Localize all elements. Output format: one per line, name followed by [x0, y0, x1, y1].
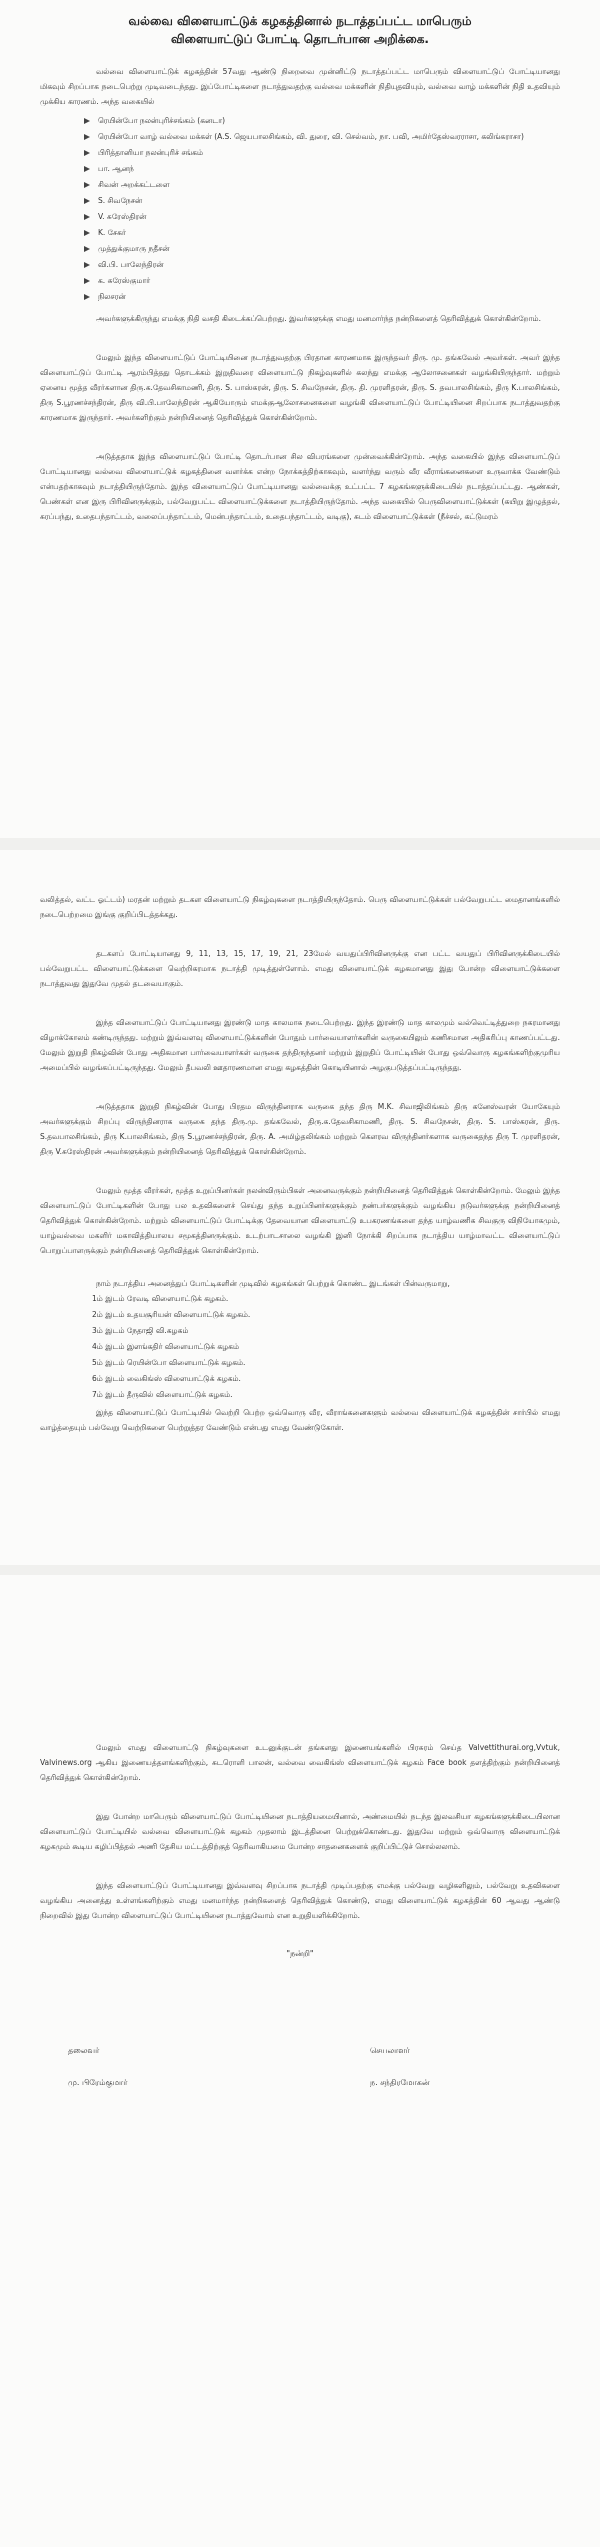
- volunteers-paragraph: மேலும் மூத்த வீரர்கள், மூத்த உறுப்பினர்கள் நலன்விரும்பிகள் அனைவருக்கும் நன்றியினைத் தெரிவித்துக் கொள்கின்றோம். மேலும் இந்த விளையாட்டுப் போட்டிகளின் போது பல உதவிகளைச் செய்து தந்த உறுப்பினர்களுக்கும் நண்பர்களுக்கும் வழங்கிய நடுவர்களுக்கு நன்றியினைத் தெரிவித்துக் கொள்கின்றோம். மற்றும் விளையாட்டுப் போட்டிக்கு தேவையான விளையாட்டு உபகரணங்களை தந்த யாழ்வணிக சிவகுரு விநியோகமும், யாழ்வல்வை மகளிர் மகாவித்தியாலய சமூகத்தினருக்கும். உடற்பாடசாலை வழங்கி இனி நோக்கி சிறப்பாக நடாத்திய யாழ்மாவட்ட விளையாட்டுப் பொறுப்பாளருக்கும் நன்றியினைத் தெரிவித்துக் கொள்கின்றோம்.: [40, 1186, 560, 1255]
- sponsor-label: நிலசரன்: [98, 292, 126, 301]
- list-item: [98, 257, 560, 273]
- bullet-icon: [84, 262, 90, 268]
- president-name: மு. பிரேம்குமார்: [68, 2078, 128, 2087]
- bullet-icon: [84, 182, 90, 188]
- sponsor-label: S. சிவநேசன்: [98, 196, 143, 205]
- bullet-icon: [84, 278, 90, 284]
- support-paragraph: மேலும் இந்த விளையாட்டுப் போட்டியினை நடாத்துவதற்கு பிரதான காரணமாக இருந்தவர் திரு. மு. தங்கவேல் அவர்கள். அவர் இந்த விளையாட்டுப் போட்டி ஆரம்பித்தது தொடக்கம் இறுதிவரை விளையாட்டு நிகழ்வுகளில் கலந்து எமக்கு ஆலோசனைகள் வழங்கியிருந்தார். மற்றும் ஏனைய மூத்த வீரர்களான திரு.க.தேவசிகாமணி, திரு. S. பாஸ்கரன், திரு. S. சிவநேசன், திரு. தி. முரளிதரன், திரு. S. தவபாலசிங்கம், திரு K.பாலசிங்கம், திரு S.பூரணச்சந்திரன், திரு வி.பி.பாலேந்திரன் ஆகியோரும் எமக்குஆலோசனைகளை வழங்கி விளையாட்டுப் போட்டியினை சிறப்பாக நடாத்துவதற்கு காரணமாக இருந்தார். அவர்களிற்கும் நன்றியினைத் தெரிவித்துக் கொள்கின்றோம்.: [40, 353, 560, 422]
- congratulations-paragraph: இந்த விளையாட்டுப் போட்டியில் வெற்றி பெற்ற ஒவ்வொரு வீர, வீராங்கனைகளும் வல்வை விளையாட்டுக் கழகத்தின் சார்பில் எமது வாழ்த்தையும் பல்வேறு வெற்றிகளை பெற்றுத்தர வேண்டும் என்பது எமது வேண்டுகோள்.: [40, 1408, 560, 1432]
- bullet-icon: [84, 246, 90, 252]
- intro-paragraph: வல்வை விளையாட்டுக் கழகத்தின் 57வது ஆண்டு நிறைவை முன்னிட்டு நடாத்தப்பட்ட மாபெரும் விளையாட்டுப் போட்டியானது மிகவும் சிறப்பாக நடைபெற்று முடிவடைந்தது. இப்போட்டிகளை நடாத்துவதற்கு வல்வை மக்களின் நிதியுதவியும், வல்வை வாழ் மக்களின் நிதி உதவியும் முக்கிய காரணம். அந்த வகையில்: [40, 67, 560, 106]
- list-item: [98, 225, 560, 241]
- bullet-icon: [84, 294, 90, 300]
- list-item: 3ம் இடம் நேதாஜி வி.கழகம்: [92, 1326, 189, 1335]
- secretary-name: ந. சந்திரமோகன்: [370, 2078, 430, 2087]
- report-title-line2: விளையாட்டுப் போட்டி தொடர்பான அறிக்கை.: [171, 32, 429, 46]
- list-item: [98, 209, 560, 225]
- list-item: 4ம் இடம் இளங்கதிர் விளையாட்டுக் கழகம்: [92, 1342, 240, 1351]
- secretary-signature-block: [370, 2043, 430, 2091]
- list-item: [98, 161, 560, 177]
- list-item: [98, 129, 560, 145]
- awards-intro: நாம் நடாத்திய அனைத்துப் போட்டிகளின் முடிவில் கழகங்கள் பெற்றுக் கொண்ட இடங்கள் பின்வருமாறு,: [96, 1279, 450, 1288]
- bullet-icon: [84, 118, 90, 124]
- president-title: தலைவர்: [68, 2046, 100, 2055]
- list-item: 1ம் இடம் ரேவடி விளையாட்டுக் கழகம்.: [92, 1294, 229, 1303]
- events-paragraph: அடுத்ததாக இந்த விளையாட்டுப் போட்டி தொடர்பான சில விபரங்களை முன்வைக்கின்றோம். அந்த வகையில் இந்த விளையாட்டுப் போட்டியானது வல்வை விளையாட்டுக் கழகத்தினை வளர்க்க என்ற நோக்கத்திற்காகவும், வளர்ந்து வரும் வீர வீராங்கனைகளை உருவாக்க வேண்டும் என்பதற்காகவும் நடாத்தியிருந்தோம். இந்த விளையாட்டுப் போட்டியானது வல்வைக்கு உட்பட்ட 7 கழகங்களுக்கிடையில் நடாத்தப்பட்டது. ஆண்கள், பெண்கள் என இரு பிரிவினருக்கும், பல்வேறுபட்ட விளையாட்டுக்களை நடாத்தியிருந்தோம். அந்த வகையில் பெருவிளையாட்டுக்கள் (கயிறு இழுத்தல், சுரப்பந்து, உதைபந்தாட்டம், வலைப்பந்தாட்டம், மென்பந்தாட்டம், உதைபந்தாட்டம், வடிகு), சுடம் விளையாட்டுக்கள் (நீச்சல், கட்டுமரம்: [40, 452, 560, 521]
- bullet-icon: [84, 198, 90, 204]
- secretary-title: செயலாளர்: [370, 2046, 410, 2055]
- president-signature-block: [68, 2043, 127, 2091]
- sponsor-label: வி.பி. பாலேந்திரன்: [98, 260, 164, 269]
- list-item: 7ம் இடம் தீருவில் விளையாட்டுக் கழகம்.: [92, 1390, 233, 1399]
- sponsor-label: க. சுரேஸ்குமார்: [98, 276, 151, 285]
- page-gap: [0, 1565, 600, 1575]
- list-item: [98, 273, 560, 289]
- sponsor-label: ரெயின்போ நலன்புரிச்சங்கம் (கனடா): [98, 116, 226, 125]
- list-item: [98, 241, 560, 257]
- report-title-line1: வல்வை விளையாட்டுக் கழகத்தினால் நடாத்தப்பட்ட மாபெரும்: [128, 14, 472, 28]
- bullet-icon: [84, 230, 90, 236]
- list-item: [98, 193, 560, 209]
- list-item: 6ம் இடம் வைகிங்ஸ் விளையாட்டுக் கழகம்.: [92, 1374, 241, 1383]
- page-2: [0, 850, 600, 1565]
- closing-paragraph: இந்த விளையாட்டுப் போட்டியானது இவ்வளவு சிறப்பாக நடாத்தி முடிப்பதற்கு எமக்கு பல்வேறு வழிகளிலும், பல்வேறு உதவிகளை வழங்கிய அனைத்து உள்ளங்களிற்கும் எமது மனமார்ந்த நன்றிகளைத் தெரிவித்துக் கொண்டு, எமது விளையாட்டுக் கழகத்தின் 60 ஆவது ஆண்டு நிறைவில் இது போன்ற விளையாட்டுப் போட்டியினை நடாத்துவோம் என உறுதியளிக்கிறோம்.: [40, 1881, 560, 1920]
- sponsor-list: [40, 113, 560, 305]
- list-item: 2ம் இடம் உதயசூரியன் விளையாட்டுக் கழகம்.: [92, 1310, 251, 1319]
- duration-paragraph: இந்த விளையாட்டுப் போட்டியானது இரண்டு மாத காலமாக நடைபெற்றது. இந்த இரண்டு மாத காலமும் வல்வெட்டித்துறை நகரமானது விழாக்கோலம் கண்டிருந்தது. மற்றும் இவ்வளவு விளையாட்டுக்களின் போதும் பார்வையாளர்களின் வருகையிலும் கணிசமான அதிகரிப்பு காணப்பட்டது. மேலும் இறுதி நிகழ்வின் போது அதிகமான பார்வையாளர்கள் வருகை தந்திருந்தனர் மற்றும் இறுதிப் போட்டியின் போது ஒவ்வொரு கழகங்களிற்குமுரிய அமைப்பில் வழங்கப்பட்டிருந்தது. மேலும் தீபவலி ஊதாரணமான எமது கழகத்தின் கொடியினால் அழகுபடுத்தப்பட்டிருந்தது.: [40, 1018, 560, 1072]
- list-item: [98, 145, 560, 161]
- bullet-icon: [84, 150, 90, 156]
- sponsor-thanks-paragraph: அவர்களுக்கிருந்து எமக்கு நிதி வசதி கிடைக்கப்பெற்றது. இவர்களுக்கு எமது மனமார்ந்த நன்றிகளைத் தெரிவித்துக் கொள்கின்றோம்.: [96, 314, 541, 323]
- page-3: [0, 1575, 600, 2547]
- guests-paragraph: அடுத்ததாக இறுதி நிகழ்வின் போது பிரதம விருந்தினராக வருகை தந்த திரு M.K. சிவாஜிலிங்கம் திரு கனேஸ்வரன் யோகேயும் அவர்களுக்கும் சிறப்பு விருந்தினராக வருகை தந்த திரு.மு. தங்கவேல், திரு.க.தேவசிகாமணி, திரு. S. சிவநேசன், திரு. S. பாஸ்கரன், திரு. S.தவபாலசிங்கம், திரு K.பாலசிங்கம், திரு S.பூரணச்சந்திரன், திரு. A. அமிழ்தலிங்கம் மற்றும் கௌரவ விருந்தினர்களாக வருகைதந்த திரு T. முரளிதரன், திரு V.சுரேஸ்திரன் அவர்களுக்கும் நன்றியினைத் தெரிவித்துக் கொள்கின்றோம்.: [40, 1102, 560, 1156]
- sponsor-label: K. சேகர்: [98, 228, 126, 237]
- media-thanks-paragraph: மேலும் எமது விளையாட்டு நிகழ்வுகளை உடனுக்குடன் தங்களது இணையங்களில் பிரசுரம் செய்த Valvettithurai.org,Vvtuk, Valvinews.org ஆகிய இணையத்தளங்களிற்கும், சுடரொளி பாலன், வல்வை வைகிங்ஸ் விளையாட்டுக் கழகம் Face book தளத்திற்கும் நன்றியினைத் தெரிவித்துக் கொள்கின்றோம்.: [40, 1743, 560, 1782]
- achievements-paragraph: இது போன்ற மாபெரும் விளையாட்டுப் போட்டியினை நடாத்தியமையினால், அண்மையில் நடந்த இலவசியா கழகங்களுக்கிடையிலான விளையாட்டுப் போட்டியில் வல்வை விளையாட்டுக் கழகம் முதலாம் இடத்தினை பெற்றுக்கொண்டது. இதுவே மற்றும் ஒவ்வொரு விளையாட்டுக் கழகமும் கூடிய கழிப்பித்தல் அணி தேசிய மட்டத்திற்குத் தெரிவாகியமை போன்ற சாதனைகளைக் குறிப்பிட்டுச் சொல்லலாம்.: [40, 1812, 560, 1851]
- list-item: 5ம் இடம் ரெயின்போ விளையாட்டுக் கழகம்.: [92, 1358, 246, 1367]
- sponsor-label: V. சுரேஸ்திரன்: [98, 212, 147, 221]
- events-continued-paragraph: வலித்தல், வட்ட ஓட்டம்) மரதன் மற்றும் தடகள விளையாட்டு நிகழ்வுகளை நடாத்தியிருந்தோம். பெரு விளையாட்டுக்கள் பல்வேறுபட்ட மைதானங்களில் நடைபெற்றமை இங்கு குறிப்பிடத்தக்கது.: [40, 895, 560, 919]
- thanks-word: "நன்றி": [286, 1949, 314, 1958]
- list-item: [98, 177, 560, 193]
- bullet-icon: [84, 134, 90, 140]
- list-item: [98, 113, 560, 129]
- sponsor-label: சிவன் அறக்கட்டளை: [98, 180, 170, 189]
- awards-list: [40, 1291, 560, 1403]
- sponsor-label: ரெயின்போ வாழ் வல்வை மக்கள் (A.S. ஜெயபாலசிங்கம், வி. துரை, வி. செல்வம், நா. பவி, அமிர்தேஸ்வரராசா, கலிங்கராசா): [98, 132, 524, 141]
- athletics-paragraph: தடகளப் போட்டியானது 9, 11, 13, 15, 17, 19, 21, 23மேல் வயதுப்பிரிவினருக்கு என பட்ட வயதுப் பிரிவினருக்கிடையில் பல்வேறுபட்ட விளையாட்டுக்களை வெற்றிகரமாக நடாத்தி முடித்துள்ளோம். எமது விளையாட்டுக் கழகமானது இது போன்ற விளையாட்டுக்களை நடாத்துவது இதுவே முதல் தடவையாகும்.: [40, 949, 560, 988]
- sponsor-label: பா. ஆனந்: [98, 164, 134, 173]
- sponsor-label: முத்துக்குமாரு நதீசன்: [98, 244, 170, 253]
- sponsor-label: பிரித்தானியா நலன்புரிச் சங்கம்: [98, 148, 204, 157]
- list-item: [98, 289, 560, 305]
- page-gap: [0, 838, 600, 850]
- bullet-icon: [84, 214, 90, 220]
- bullet-icon: [84, 166, 90, 172]
- page-1: [0, 0, 600, 838]
